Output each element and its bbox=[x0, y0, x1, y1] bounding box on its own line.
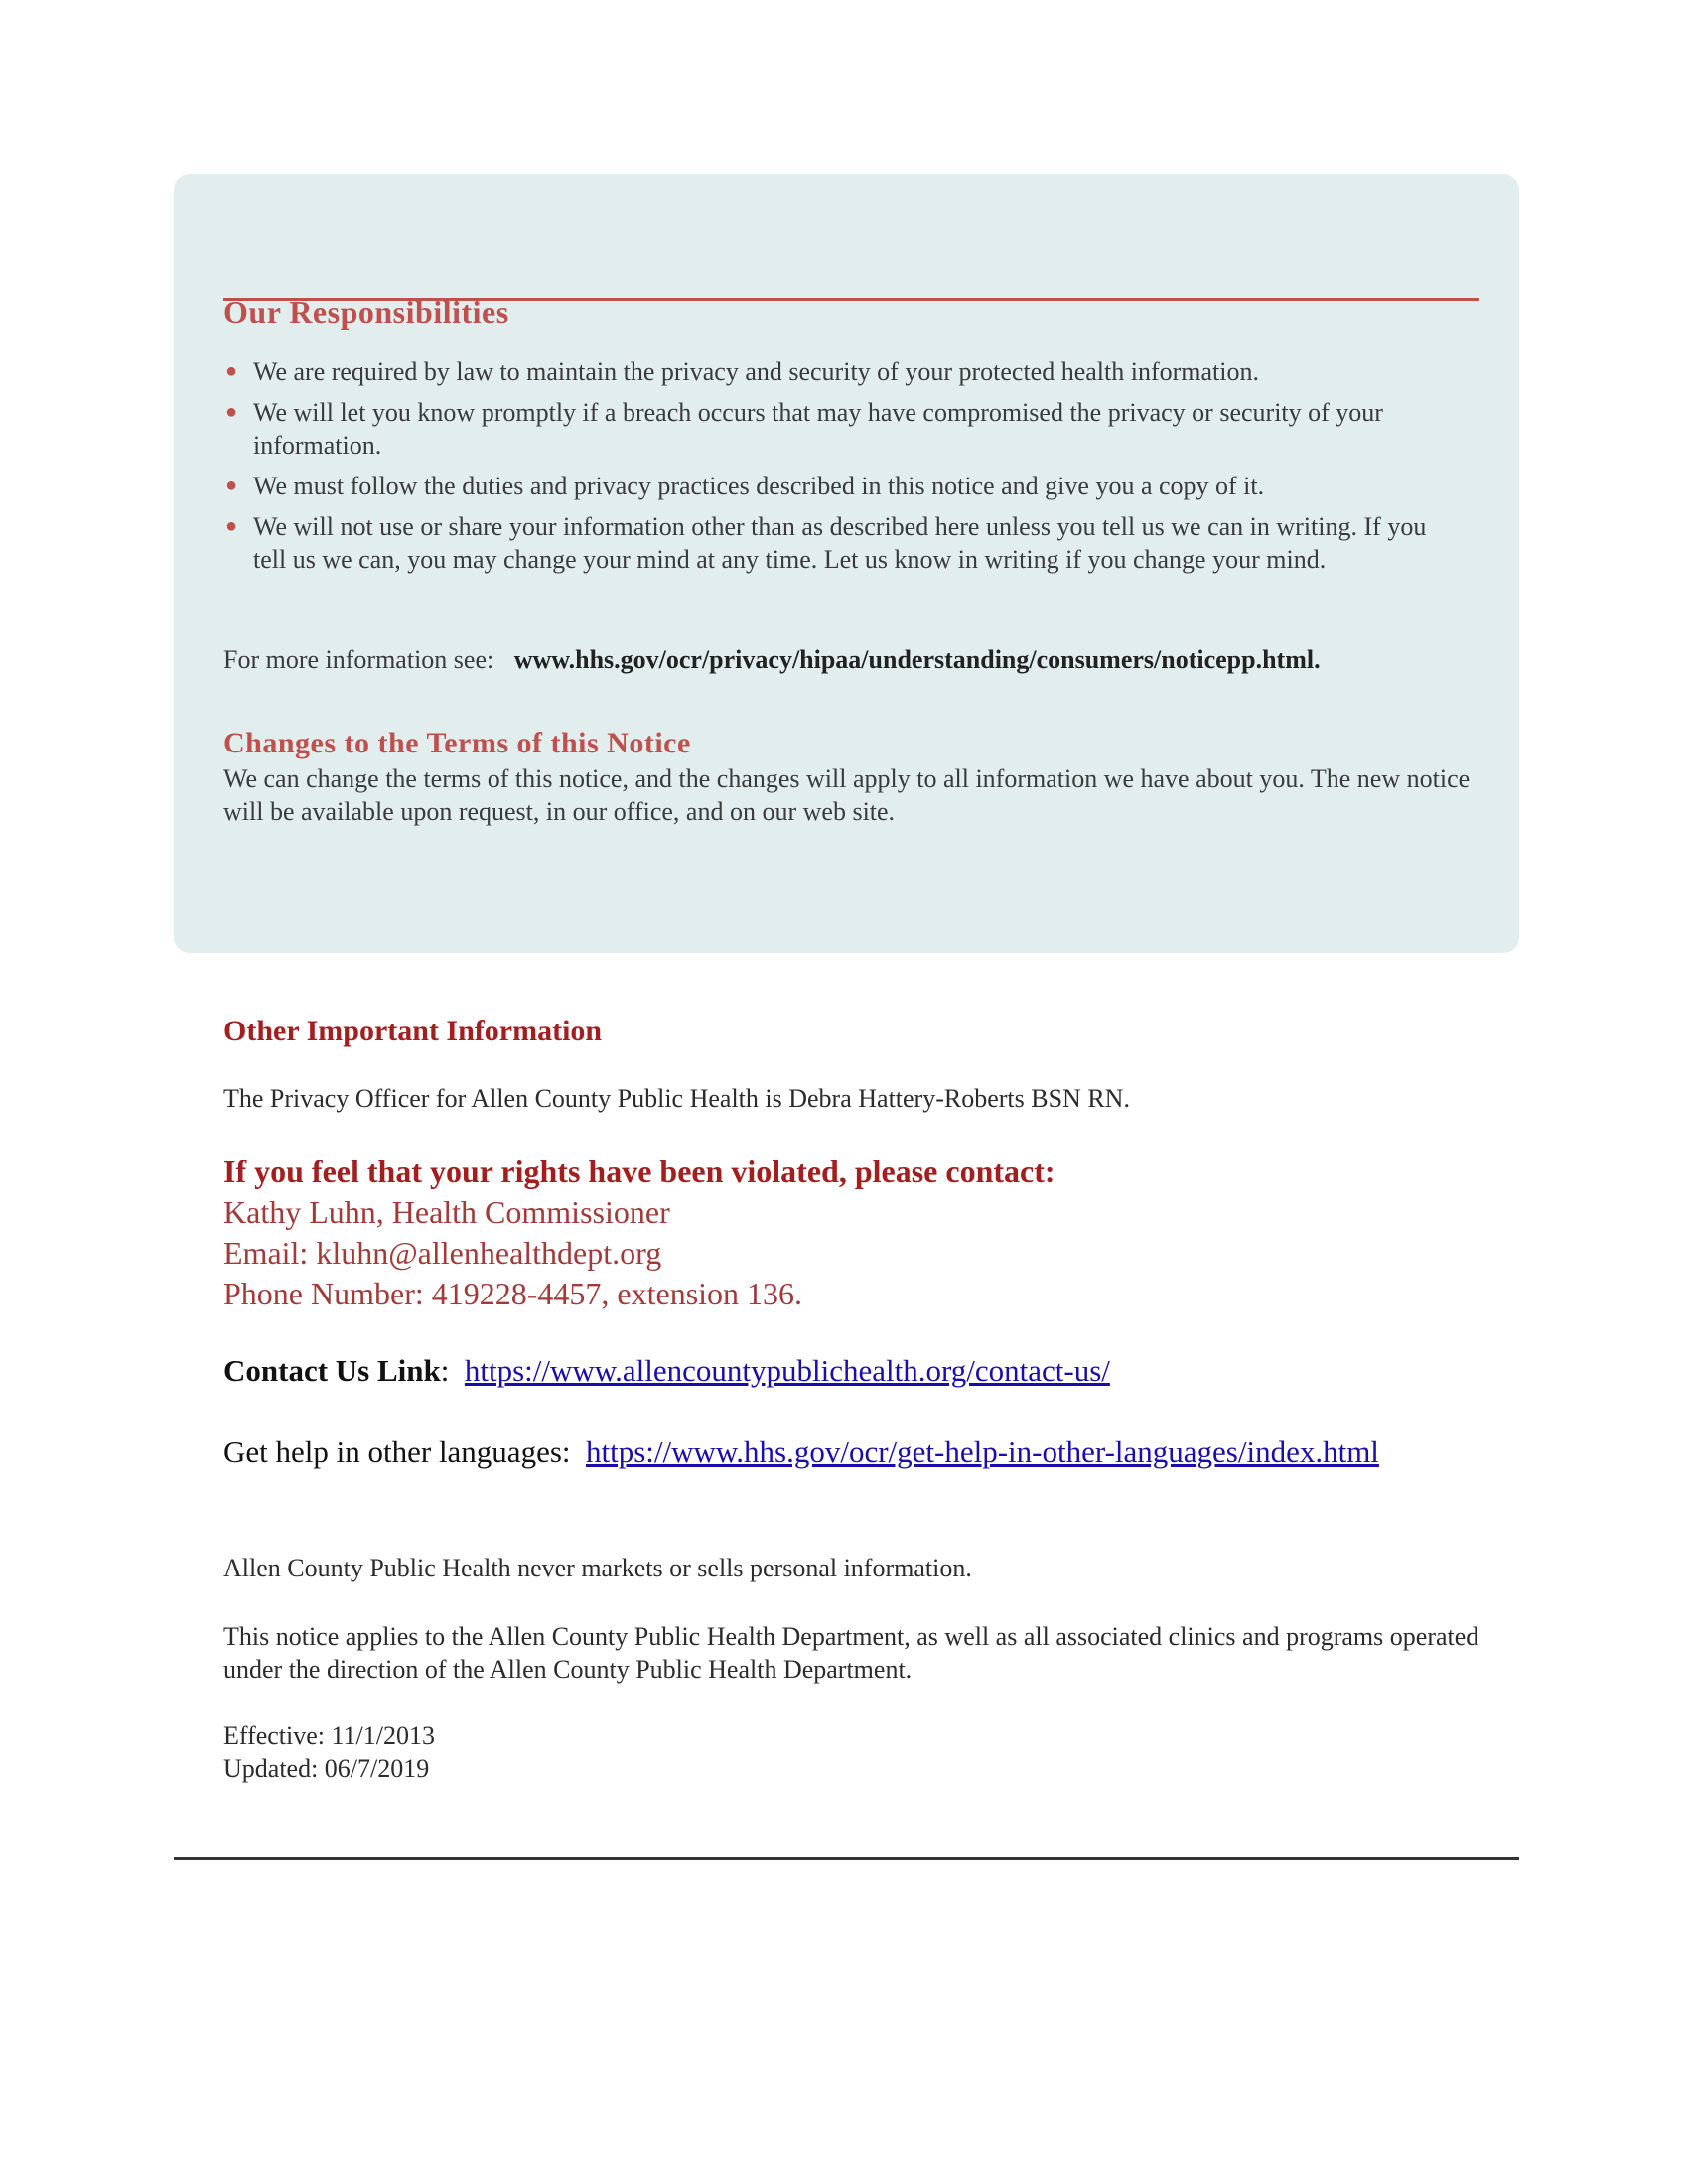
bullet-icon: ● bbox=[225, 401, 238, 423]
list-item bbox=[223, 396, 1465, 462]
privacy-officer-text: The Privacy Officer for Allen County Public Health is Debra Hattery-Roberts BSN RN. bbox=[223, 1084, 1130, 1113]
other-info-title: Other Important Information bbox=[223, 1015, 603, 1047]
languages-label: Get help in other languages: bbox=[223, 1434, 571, 1469]
responsibilities-title: Our Responsibilities bbox=[223, 294, 509, 330]
more-info-url: www.hhs.gov/ocr/privacy/hipaa/understanding/consumers/noticepp.html. bbox=[513, 645, 1321, 674]
list-item bbox=[223, 470, 1465, 502]
bullet-icon: ● bbox=[225, 515, 238, 537]
contact-name: Kathy Luhn, Health Commissioner bbox=[223, 1194, 670, 1230]
languages-link[interactable]: https://www.hhs.gov/ocr/get-help-in-other-languages/index.html bbox=[586, 1434, 1379, 1469]
updated-date: Updated: 06/7/2019 bbox=[223, 1754, 430, 1783]
bullet-icon: ● bbox=[225, 360, 238, 382]
footer-divider bbox=[174, 1857, 1519, 1860]
more-info-line bbox=[223, 645, 1504, 675]
list-item-text: We must follow the duties and privacy practices described in this notice and give you a copy of it. bbox=[253, 472, 1265, 500]
contact-email: Email: kluhn@allenhealthdept.org bbox=[223, 1235, 662, 1271]
bullet-icon: ● bbox=[225, 475, 238, 496]
effective-date: Effective: 11/1/2013 bbox=[223, 1721, 436, 1750]
list-item-text: We will let you know promptly if a breach occurs that may have compromised the privacy or security of your information. bbox=[253, 398, 1383, 460]
changes-title: Changes to the Terms of this Notice bbox=[223, 727, 691, 759]
applies-text: This notice applies to the Allen County Public Health Department, as well as all associated clinics and programs operated under the direction of the Allen County Public Health Department. bbox=[223, 1622, 1479, 1684]
dates-block bbox=[223, 1719, 1504, 1785]
contact-link-line bbox=[223, 1353, 1110, 1389]
contact-block bbox=[223, 1152, 1055, 1314]
contact-us-link[interactable]: https://www.allencountypublichealth.org/contact-us/ bbox=[464, 1353, 1110, 1388]
more-info-label: For more information see: bbox=[223, 645, 494, 674]
list-item bbox=[223, 355, 1465, 388]
never-sells-text: Allen County Public Health never markets or sells personal information. bbox=[223, 1554, 972, 1582]
contact-phone: Phone Number: 419228-4457, extension 136. bbox=[223, 1276, 803, 1311]
languages-link-line bbox=[223, 1434, 1379, 1470]
contact-link-colon: : bbox=[440, 1353, 450, 1388]
responsibilities-list bbox=[223, 355, 1465, 584]
list-item-text: We are required by law to maintain the privacy and security of your protected health information. bbox=[253, 357, 1259, 386]
changes-text: We can change the terms of this notice, and the changes will apply to all information we have about you. The new notice will be available upon request, in our office, and on our web site. bbox=[223, 764, 1471, 826]
contact-heading: If you feel that your rights have been violated, please contact: bbox=[223, 1154, 1055, 1189]
contact-link-label: Contact Us Link bbox=[223, 1353, 441, 1388]
list-item bbox=[223, 510, 1465, 576]
list-item-text: We will not use or share your information other than as described here unless you tell us we can in writing. If you tell us we can, you may change your mind at any time. Let us know in writing if you change your mind. bbox=[253, 512, 1427, 574]
